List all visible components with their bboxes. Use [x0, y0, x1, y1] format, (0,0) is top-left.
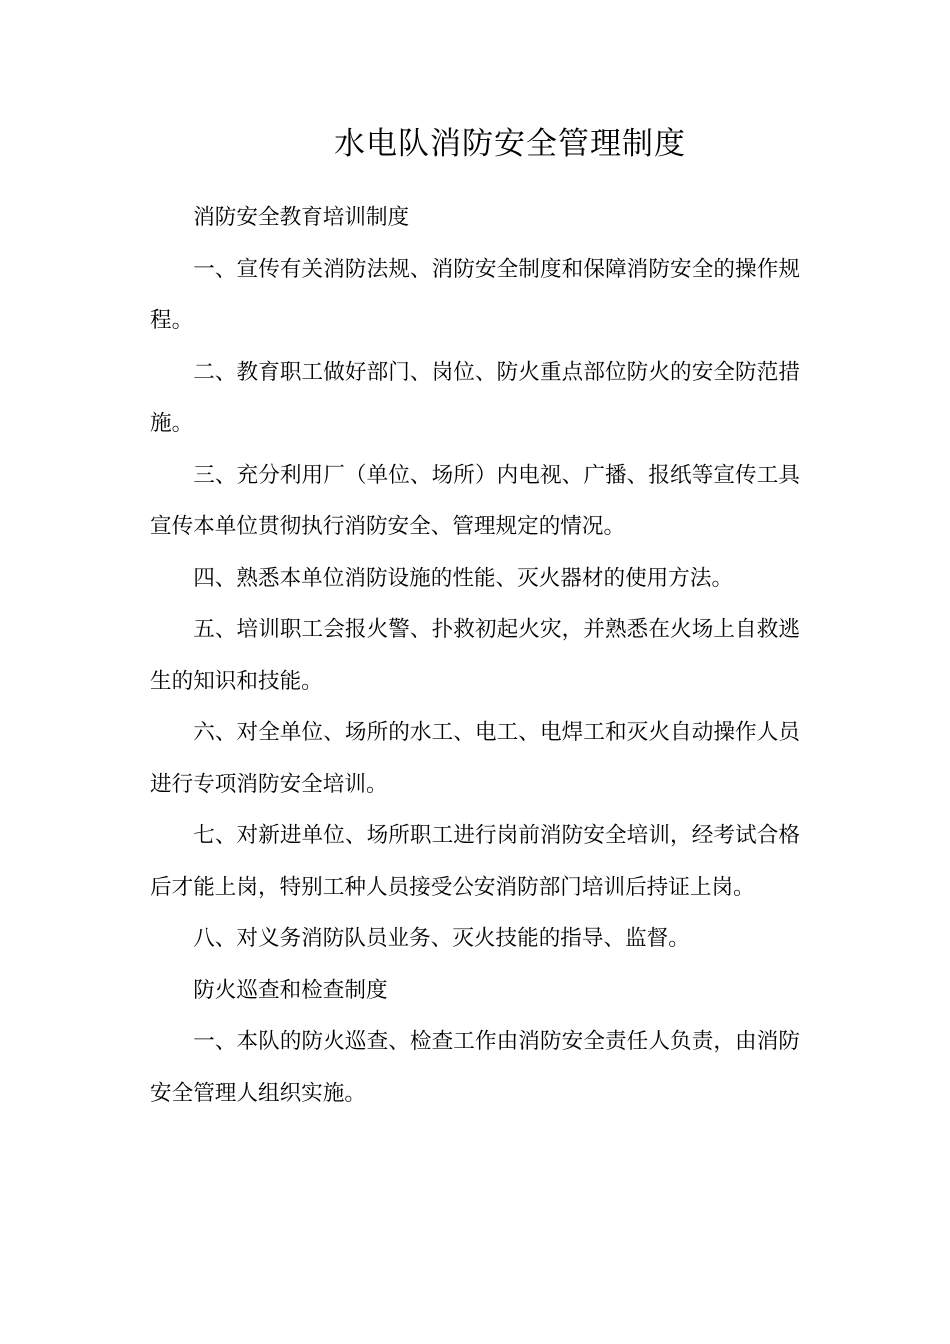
page-title: 水电队消防安全管理制度: [334, 126, 686, 162]
section-heading-inspection: 防火巡查和检查制度: [193, 977, 388, 1003]
paragraph-item-3: 三、充分利用厂（单位、场所）内电视、广播、报纸等宣传工具宣传本单位贯彻执行消防安全、管理规定的情况。: [150, 462, 800, 539]
paragraph-item-2: 二、教育职工做好部门、岗位、防火重点部位防火的安全防范措施。: [150, 359, 800, 436]
paragraph-item-6: 六、对全单位、场所的水工、电工、电焊工和灭火自动操作人员进行专项消防安全培训。: [150, 720, 800, 797]
paragraph-inspection-item-1: 一、本队的防火巡查、检查工作由消防安全责任人负责，由消防安全管理人组织实施。: [150, 1029, 800, 1106]
paragraph-item-7: 七、对新进单位、场所职工进行岗前消防安全培训，经考试合格后才能上岗，特别工种人员接受公安消防部门培训后持证上岗。: [150, 823, 800, 900]
paragraph-item-1: 一、宣传有关消防法规、消防安全制度和保障消防安全的操作规程。: [150, 256, 800, 333]
paragraph-item-5: 五、培训职工会报火警、扑救初起火灾，并熟悉在火场上自救逃生的知识和技能。: [150, 617, 800, 694]
paragraph-item-4: 四、熟悉本单位消防设施的性能、灭火器材的使用方法。: [193, 565, 734, 591]
paragraph-item-8: 八、对义务消防队员业务、灭火技能的指导、监督。: [193, 926, 690, 951]
section-heading-education: 消防安全教育培训制度: [193, 205, 410, 230]
document-body: [150, 192, 800, 1119]
